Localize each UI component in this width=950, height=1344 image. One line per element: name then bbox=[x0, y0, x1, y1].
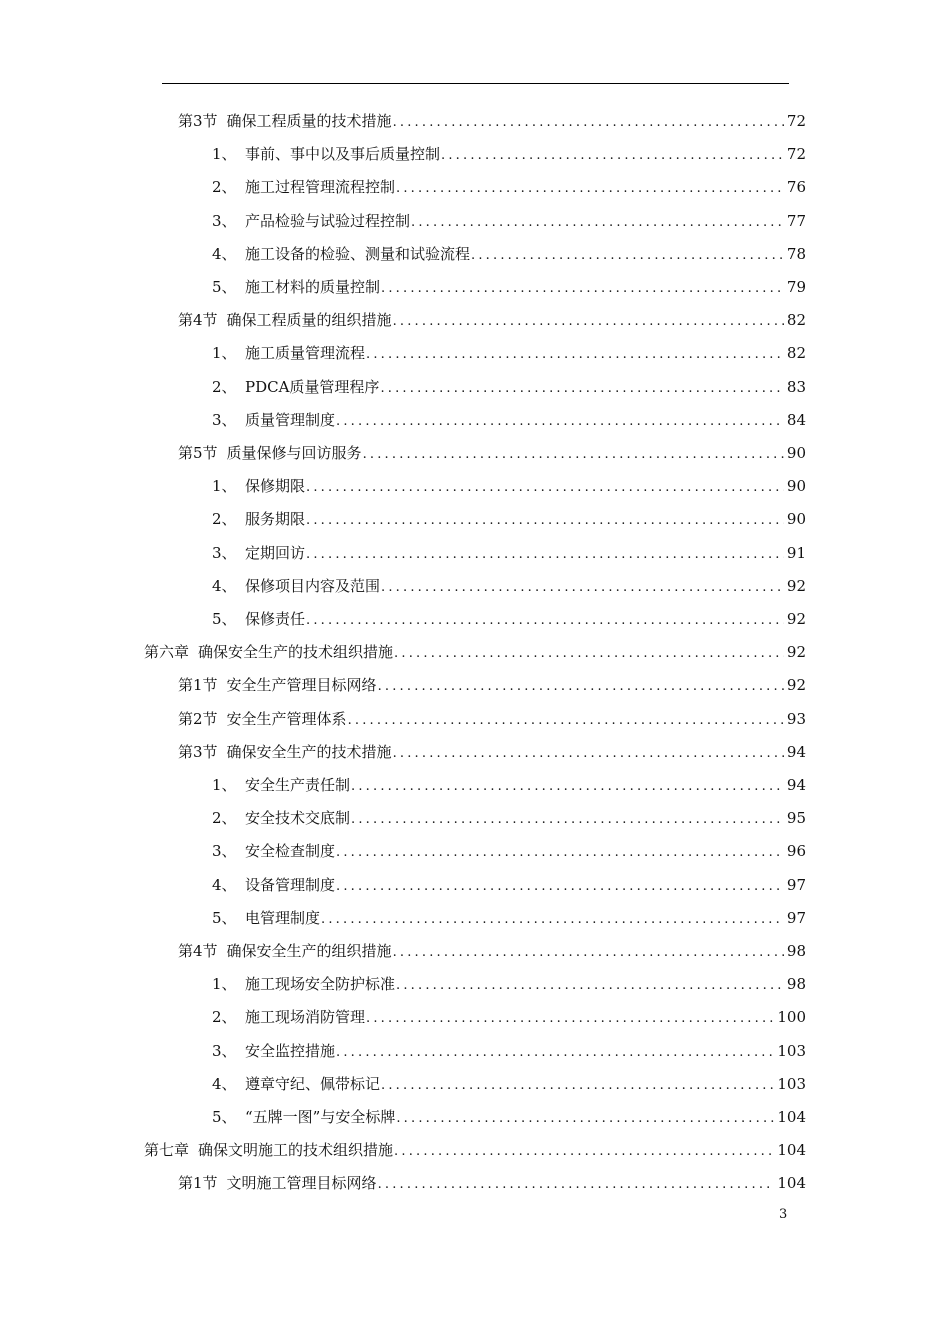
toc-entry-item[interactable] bbox=[212, 470, 806, 503]
toc-entry-number: 2、 bbox=[212, 378, 237, 396]
dot-leader bbox=[378, 680, 784, 693]
toc-entry-title: 确保安全生产的组织措施 bbox=[226, 942, 392, 960]
toc-entry-item[interactable] bbox=[212, 503, 806, 536]
toc-entry-item[interactable] bbox=[212, 337, 806, 370]
dot-leader bbox=[381, 282, 784, 295]
toc-entry-page: 97 bbox=[786, 909, 806, 927]
toc-entry-item[interactable] bbox=[212, 271, 806, 304]
toc-entry-title: 施工现场安全防护标准 bbox=[245, 975, 396, 993]
toc-entry-section[interactable] bbox=[178, 669, 806, 702]
toc-entry-number: 第七章 bbox=[144, 1141, 190, 1159]
toc-entry-page: 104 bbox=[777, 1141, 806, 1159]
dot-leader bbox=[381, 581, 784, 594]
page-number: 3 bbox=[779, 1207, 788, 1222]
dot-leader bbox=[336, 1046, 774, 1059]
toc-entry-page: 104 bbox=[777, 1174, 806, 1192]
toc-entry-number: 第六章 bbox=[144, 643, 190, 661]
toc-entry-section[interactable] bbox=[178, 105, 806, 138]
toc-entry-number: 3、 bbox=[212, 544, 237, 562]
toc-entry-number: 第2节 bbox=[178, 710, 218, 728]
toc-entry-page: 100 bbox=[777, 1008, 806, 1026]
toc-entry-number: 3、 bbox=[212, 1042, 237, 1060]
toc-entry-number: 1、 bbox=[212, 975, 237, 993]
toc-entry-item[interactable] bbox=[212, 835, 806, 868]
toc-entry-title: 安全技术交底制 bbox=[245, 809, 351, 827]
toc-entry-page: 98 bbox=[786, 975, 806, 993]
toc-entry-page: 90 bbox=[786, 477, 806, 495]
dot-leader bbox=[393, 116, 784, 129]
dot-leader bbox=[411, 216, 784, 229]
toc-entry-item[interactable] bbox=[212, 968, 806, 1001]
toc-entry-page: 77 bbox=[786, 212, 806, 230]
dot-leader bbox=[396, 1112, 774, 1125]
dot-leader bbox=[336, 415, 784, 428]
toc-entry-title: 安全检查制度 bbox=[245, 842, 336, 860]
toc-entry-title: 确保工程质量的技术措施 bbox=[226, 112, 392, 130]
toc-entry-page: 83 bbox=[786, 378, 806, 396]
toc-entry-page: 82 bbox=[786, 311, 806, 329]
dot-leader bbox=[381, 1079, 774, 1092]
toc-entry-title: 质量保修与回访服务 bbox=[226, 444, 362, 462]
toc-entry-page: 92 bbox=[786, 577, 806, 595]
toc-entry-title: 设备管理制度 bbox=[245, 876, 336, 894]
toc-entry-title: 确保安全生产的技术组织措施 bbox=[198, 643, 394, 661]
dot-leader bbox=[394, 1145, 774, 1158]
toc-entry-section[interactable] bbox=[178, 703, 806, 736]
dot-leader bbox=[336, 880, 784, 893]
toc-entry-page: 92 bbox=[786, 676, 806, 694]
toc-entry-title: 遵章守纪、佩带标记 bbox=[245, 1075, 381, 1093]
toc-entry-number: 第5节 bbox=[178, 444, 218, 462]
dot-leader bbox=[378, 1178, 775, 1191]
toc-entry-number: 3、 bbox=[212, 212, 237, 230]
dot-leader bbox=[471, 249, 784, 262]
toc-entry-number: 5、 bbox=[212, 610, 237, 628]
dot-leader bbox=[396, 182, 784, 195]
toc-entry-number: 2、 bbox=[212, 178, 237, 196]
toc-entry-number: 3、 bbox=[212, 842, 237, 860]
toc-entry-item[interactable] bbox=[212, 1068, 806, 1101]
toc-entry-title: 保修期限 bbox=[245, 477, 306, 495]
toc-entry-item[interactable] bbox=[212, 404, 806, 437]
toc-entry-title: 确保安全生产的技术措施 bbox=[226, 743, 392, 761]
toc-entry-number: 5、 bbox=[212, 278, 237, 296]
toc-entry-title: 施工过程管理流程控制 bbox=[245, 178, 396, 196]
toc-entry-page: 72 bbox=[786, 145, 806, 163]
toc-entry-title: 质量管理制度 bbox=[245, 411, 336, 429]
toc-entry-number: 1、 bbox=[212, 344, 237, 362]
toc-entry-section[interactable] bbox=[178, 304, 806, 337]
toc-entry-number: 4、 bbox=[212, 1075, 237, 1093]
toc-entry-page: 96 bbox=[786, 842, 806, 860]
toc-entry-item[interactable] bbox=[212, 1101, 806, 1134]
toc-entry-number: 1、 bbox=[212, 145, 237, 163]
dot-leader bbox=[321, 913, 784, 926]
toc-entry-item[interactable] bbox=[212, 802, 806, 835]
toc-entry-page: 79 bbox=[786, 278, 806, 296]
toc-entry-page: 94 bbox=[786, 743, 806, 761]
toc-entry-title: 安全生产责任制 bbox=[245, 776, 351, 794]
toc-entry-item[interactable] bbox=[212, 1035, 806, 1068]
toc-entry-page: 90 bbox=[786, 510, 806, 528]
toc-entry-item[interactable] bbox=[212, 869, 806, 902]
toc-entry-page: 103 bbox=[777, 1075, 806, 1093]
toc-entry-page: 94 bbox=[786, 776, 806, 794]
toc-entry-item[interactable] bbox=[212, 171, 806, 204]
dot-leader bbox=[351, 813, 784, 826]
toc-entry-title: 施工现场消防管理 bbox=[245, 1008, 366, 1026]
toc-entry-number: 4、 bbox=[212, 876, 237, 894]
header-rule bbox=[162, 83, 789, 84]
toc-entry-number: 5、 bbox=[212, 909, 237, 927]
dot-leader bbox=[380, 382, 783, 395]
dot-leader bbox=[393, 946, 784, 959]
dot-leader bbox=[396, 979, 784, 992]
toc-entry-number: 1、 bbox=[212, 776, 237, 794]
toc-entry-section[interactable] bbox=[178, 736, 806, 769]
toc-entry-item[interactable] bbox=[212, 371, 806, 404]
toc-entry-page: 72 bbox=[786, 112, 806, 130]
toc-entry-title: 安全生产管理目标网络 bbox=[226, 676, 377, 694]
toc-entry-section[interactable] bbox=[178, 437, 806, 470]
toc-entry-item[interactable] bbox=[212, 1001, 806, 1034]
dot-leader bbox=[394, 647, 784, 660]
toc-entry-number: 3、 bbox=[212, 411, 237, 429]
dot-leader bbox=[393, 315, 784, 328]
toc-entry-page: 98 bbox=[786, 942, 806, 960]
toc-entry-title: 服务期限 bbox=[245, 510, 306, 528]
toc-entry-page: 76 bbox=[786, 178, 806, 196]
toc-entry-number: 2、 bbox=[212, 1008, 237, 1026]
toc-entry-page: 82 bbox=[786, 344, 806, 362]
toc-entry-title: 产品检验与试验过程控制 bbox=[245, 212, 411, 230]
toc-entry-item[interactable] bbox=[212, 570, 806, 603]
toc-entry-item[interactable] bbox=[212, 603, 806, 636]
toc-entry-number: 第3节 bbox=[178, 112, 218, 130]
toc-entry-number: 4、 bbox=[212, 577, 237, 595]
toc-entry-page: 92 bbox=[786, 643, 806, 661]
toc-entry-page: 92 bbox=[786, 610, 806, 628]
toc-entry-title: 确保工程质量的组织措施 bbox=[226, 311, 392, 329]
toc-entry-title: 定期回访 bbox=[245, 544, 306, 562]
toc-entry-number: 2、 bbox=[212, 510, 237, 528]
toc-entry-title: 安全生产管理体系 bbox=[226, 710, 347, 728]
toc-entry-title: 保修责任 bbox=[245, 610, 306, 628]
toc-entry-number: 第4节 bbox=[178, 311, 218, 329]
toc-entry-item[interactable] bbox=[212, 205, 806, 238]
toc-entry-title: PDCA质量管理程序 bbox=[245, 378, 380, 396]
dot-leader bbox=[351, 780, 784, 793]
toc-entry-item[interactable] bbox=[212, 238, 806, 271]
dot-leader bbox=[393, 747, 784, 760]
toc-entry-number: 4、 bbox=[212, 245, 237, 263]
dot-leader bbox=[366, 1012, 774, 1025]
toc-entry-page: 84 bbox=[786, 411, 806, 429]
dot-leader bbox=[306, 548, 784, 561]
toc-entry-title: 事前、事中以及事后质量控制 bbox=[245, 145, 441, 163]
toc-entry-item[interactable] bbox=[212, 902, 806, 935]
toc-entry-number: 1、 bbox=[212, 477, 237, 495]
dot-leader bbox=[348, 714, 784, 727]
dot-leader bbox=[306, 514, 784, 527]
toc-entry-title: 安全监控措施 bbox=[245, 1042, 336, 1060]
toc-entry-chapter[interactable] bbox=[144, 1134, 806, 1167]
toc-entry-section[interactable] bbox=[178, 1167, 806, 1200]
dot-leader bbox=[306, 614, 784, 627]
toc-entry-title: 电管理制度 bbox=[245, 909, 321, 927]
toc-entry-title: 施工材料的质量控制 bbox=[245, 278, 381, 296]
toc-entry-title: 确保文明施工的技术组织措施 bbox=[198, 1141, 394, 1159]
toc-entry-page: 93 bbox=[786, 710, 806, 728]
toc-entry-number: 第3节 bbox=[178, 743, 218, 761]
toc-entry-number: 第1节 bbox=[178, 676, 218, 694]
toc-entry-item[interactable] bbox=[212, 769, 806, 802]
toc-entry-title: “五牌一图”与安全标牌 bbox=[245, 1108, 396, 1126]
toc-entry-page: 78 bbox=[786, 245, 806, 263]
dot-leader bbox=[336, 846, 784, 859]
toc-entry-page: 104 bbox=[777, 1108, 806, 1126]
toc-entry-chapter[interactable] bbox=[144, 636, 806, 669]
toc-entry-page: 91 bbox=[786, 544, 806, 562]
toc-entry-number: 第4节 bbox=[178, 942, 218, 960]
toc-entry-title: 文明施工管理目标网络 bbox=[226, 1174, 377, 1192]
toc-entry-page: 90 bbox=[786, 444, 806, 462]
dot-leader bbox=[306, 481, 784, 494]
dot-leader bbox=[441, 149, 784, 162]
toc-entry-item[interactable] bbox=[212, 138, 806, 171]
toc-entry-section[interactable] bbox=[178, 935, 806, 968]
toc-entry-number: 第1节 bbox=[178, 1174, 218, 1192]
toc-entry-title: 施工质量管理流程 bbox=[245, 344, 366, 362]
dot-leader bbox=[363, 448, 784, 461]
toc-entry-title: 保修项目内容及范围 bbox=[245, 577, 381, 595]
toc-entry-number: 5、 bbox=[212, 1108, 237, 1126]
dot-leader bbox=[366, 348, 784, 361]
toc-entry-number: 2、 bbox=[212, 809, 237, 827]
toc-entry-page: 97 bbox=[786, 876, 806, 894]
toc-entry-page: 103 bbox=[777, 1042, 806, 1060]
toc-entry-item[interactable] bbox=[212, 537, 806, 570]
toc-entry-title: 施工设备的检验、测量和试验流程 bbox=[245, 245, 471, 263]
toc-entry-page: 95 bbox=[786, 809, 806, 827]
